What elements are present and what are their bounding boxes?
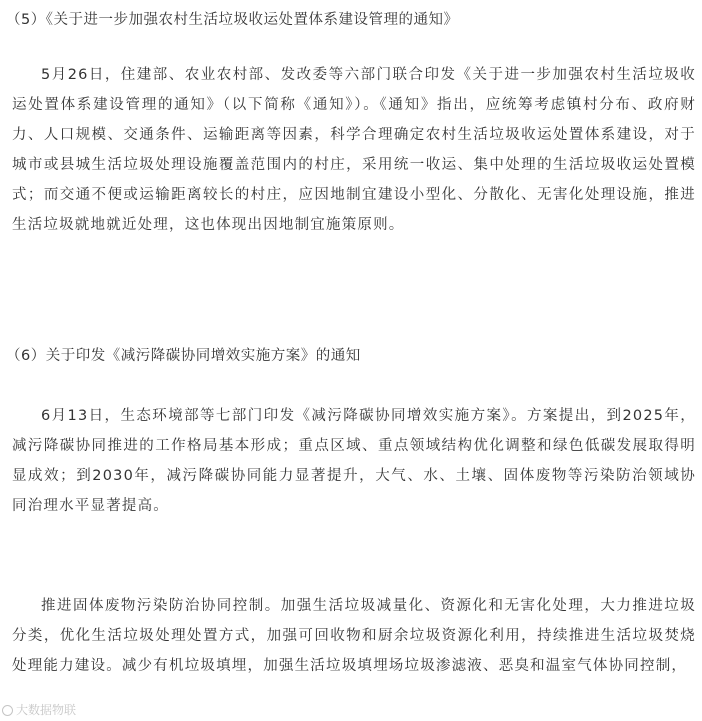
section-paragraph-6b: 推进固体废物污染防治协同控制。加强生活垃圾减量化、资源化和无害化处理，大力推进垃圾分类，优化生活垃圾处理处置方式，加强可回收物和厨余垃圾资源化利用，持续推进生活垃圾焚烧处理能力建设。减少有机垃圾填埋，加强生活垃圾填埋场垃圾渗滤液、恶臭和温室气体协同控制， <box>12 598 696 674</box>
section-heading-6: （6）关于印发《减污降碳协同增效实施方案》的通知 <box>6 348 361 364</box>
watermark <box>2 702 76 718</box>
section-heading-5: （5）《关于进一步加强农村生活垃圾收运处置体系建设管理的通知》 <box>6 12 459 28</box>
section-paragraph-5: 5月26日，住建部、农业农村部、发改委等六部门联合印发《关于进一步加强农村生活垃圾收运处置体系建设管理的通知》（以下简称《通知》）。《通知》指出，应统筹考虑镇村分布、政府财力、人口规模、交通条件、运输距离等因素，科学合理确定农村生活垃圾收运处置体系建设，对于城市或县城生活垃圾处理设施覆盖范围内的村庄，采用统一收运、集中处理的生活垃圾收运处置模式；而交通不便或运输距离较长的村庄，应因地制宜建设小型化、分散化、无害化处理设施，推进生活垃圾就地就近处理，这也体现出因地制宜施策原则。 <box>12 67 696 233</box>
watermark-text: 大数据物联 <box>16 703 77 717</box>
watermark-logo-icon <box>2 705 13 716</box>
section-paragraph-6a: 6月13日，生态环境部等七部门印发《减污降碳协同增效实施方案》。方案提出，到2025年，减污降碳协同推进的工作格局基本形成；重点区域、重点领域结构优化调整和绿色低碳发展取得明显成效；到2030年，减污降碳协同能力显著提升，大气、水、土壤、固体废物等污染防治领域协同治理水平显著提高。 <box>12 408 696 514</box>
